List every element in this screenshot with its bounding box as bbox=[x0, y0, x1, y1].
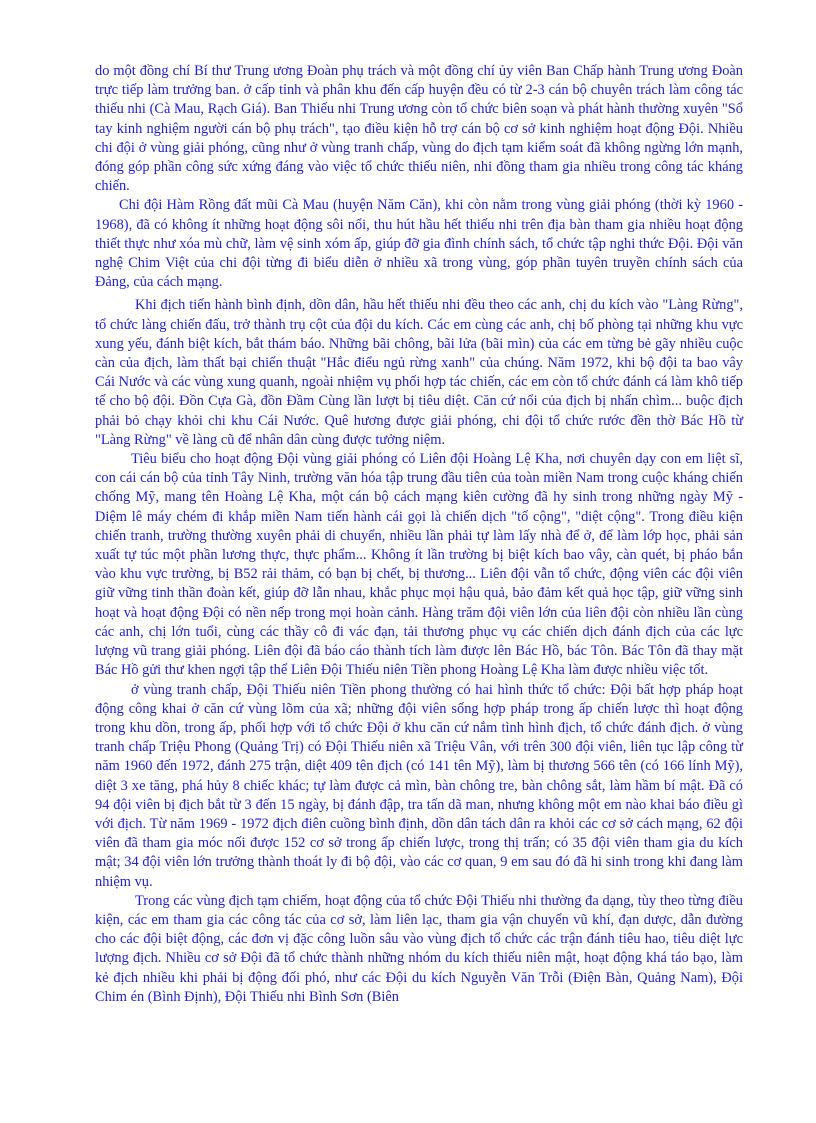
paragraph-2: Chi đội Hàm Rồng đất mũi Cà Mau (huyện Năm Căn), khi còn nằm trong vùng giải phóng (thời kỳ 1960 - 1968), đã có không ít những hoạt động sôi nổi, thu hút hầu hết thiếu nhi trên địa bàn tham gia nhiều hoạt động thiết thực như xóa mù chữ, làm vệ sinh xóm ấp, giúp đỡ gia đình chính sách, tổ chức tập nghi thức Đội. Đội văn nghệ Chim Việt của chi đội từng đi biểu diễn ở nhiều xã trong vùng, góp phần tuyên truyền chính sách của Đảng, của cách mạng. bbox=[95, 197, 743, 291]
paragraph-3: Khi địch tiến hành bình định, dồn dân, hầu hết thiếu nhi đều theo các anh, chị du kích vào "Làng Rừng", tổ chức làng chiến đấu, trở thành trụ cột của đội du kích. Các em cùng các anh, chị bố phòng tại những khu vực xung yếu, đánh biệt kích, bắt thám báo. Những bãi chông, bãi lửa (bãi mìn) của các em từng bẻ gãy nhiều cuộc càn của địch, làm thất bại chiến thuật "Hắc điểu ngủ rừng xanh" của chúng. Năm 1972, khi bộ đội ta bao vây Cái Nước và các vùng xung quanh, ngoài nhiệm vụ phối hợp tác chiến, các em còn tổ chức đánh cá làm khô tiếp tế cho bộ đội. Đồn Cựa Gà, đồn Đầm Cùng lần lượt bị tiêu diệt. Căn cứ nổi của địch bị nhấn chìm... buộc địch phải bỏ chạy khỏi chi khu Cái Nước. Quê hương được giải phóng, chi đội tổ chức rước đền thờ Bác Hồ từ "Làng Rừng" về làng cũ để nhân dân cùng được tưởng niệm. bbox=[95, 297, 743, 448]
paragraph-5: ở vùng tranh chấp, Đội Thiếu niên Tiền phong thường có hai hình thức tổ chức: Đội bất hợp pháp hoạt động công khai ở căn cứ vùng lõm của xã; những đội viên sống hợp pháp trong ấp chiến lược thì hoạt động trong khu dồn, trong ấp, phối hợp với tổ chức Đội ở khu căn cứ nắm tình hình địch, tổ chức đánh địch. ở vùng tranh chấp Triệu Phong (Quảng Trị) có Đội Thiếu niên xã Triệu Vân, với trên 300 đội viên, liên tục lập công từ năm 1960 đến 1972, đánh 275 trận, diệt 409 tên địch (có 141 tên Mỹ), làm bị thương 566 tên (có 166 lính Mỹ), diệt 3 xe tăng, phá hủy 8 chiếc khác; tự làm được cả mìn, bàn chông tre, bàn chông sắt, làm hầm bí mật. Đã có 94 đội viên bị địch bắt từ 3 đến 15 ngày, bị đánh đập, tra tấn dã man, nhưng không một em nào khai báo điều gì với địch. Từ năm 1969 - 1972 địch điên cuồng bình định, dồn dân tách dân ra khỏi các cơ sở cách mạng, 62 đội viên đã tham gia móc nối được 152 cơ sở trong ấp chiến lược, trong thị trấn; có 35 đội viên tham gia du kích mật; 34 đội viên lớn trưởng thành thoát ly đi bộ đội, vào các cơ quan, 9 em sau đó đã hi sinh trong khi đang làm nhiệm vụ. bbox=[95, 681, 743, 890]
paragraph-4: Tiêu biểu cho hoạt động Đội vùng giải phóng có Liên đội Hoàng Lệ Kha, nơi chuyên dạy con em liệt sĩ, con cái cán bộ của tỉnh Tây Ninh, trường văn hóa tập trung đầu tiên của toàn miền Nam trong cuộc kháng chiến chống Mỹ, mang tên Hoàng Lệ Kha, một cán bộ cách mạng kiên cường đã hy sinh trong những ngày Mỹ - Diệm lê máy chém đi khắp miền Nam tiến hành cái gọi là chiến dịch "tố cộng", "diệt cộng". Trong điều kiện chiến tranh, trường thường xuyên phải di chuyển, nhiều lần phải tự làm lấy nhà để ở, để làm lớp học, phải sản xuất tự túc một phần lương thực, thực phẩm... Không ít lần trường bị biệt kích bao vây, càn quét, bị pháo bắn vào khu vực trường, bị B52 rải thảm, có bạn bị chết, bị thương... Liên đội vẫn tổ chức, động viên các đội viên giữ vững tinh thần đoàn kết, giúp đỡ lẫn nhau, khắc phục mọi hậu quả, bảo đảm kết quả học tập, giữ vững sinh hoạt và hoạt động Đội có nền nếp trong mọi hoàn cảnh. Hàng trăm đội viên lớn của liên đội còn nhiều lần cùng các anh, chị lớn tuổi, cùng các thầy cô đi vác đạn, tải thương phục vụ các chiến dịch đánh địch của các lực lượng vũ trang giải phóng. Liên đội đã báo cáo thành tích làm được lên Bác Hồ, bác Tôn. Bác Tôn đã thay mặt Bác Hồ gửi thư khen ngợi tập thể Liên Đội Thiếu niên Tiền phong Hoàng Lệ Kha làm được nhiều việc tốt. bbox=[95, 451, 743, 679]
paragraph-1: do một đồng chí Bí thư Trung ương Đoàn phụ trách và một đồng chí ủy viên Ban Chấp hành Trung ương Đoàn trực tiếp làm trưởng ban. ở cấp tỉnh và phân khu đến cấp huyện đều có từ 2-3 cán bộ chuyên trách làm công tác thiếu nhi (Cà Mau, Rạch Giá). Ban Thiếu nhi Trung ương còn tổ chức biên soạn và phát hành thường xuyên "Sổ tay kinh nghiệm người cán bộ phụ trách", tạo điều kiện hỗ trợ cán bộ cơ sở kinh nghiệm hoạt động Đội. Nhiều chi đội ở vùng giải phóng, cũng như ở vùng tranh chấp, vùng do địch tạm kiểm soát đã không ngừng lớn mạnh, đóng góp phần công sức xứng đáng vào việc tổ chức thiếu niên, nhi đồng tham gia nhiều trong công tác kháng chiến. bbox=[95, 63, 743, 195]
paragraph-6: Trong các vùng địch tạm chiếm, hoạt động của tổ chức Đội Thiếu nhi thường đa dạng, tùy theo từng điều kiện, các em tham gia các công tác của cơ sở, làm liên lạc, tham gia vận chuyển vũ khí, đạn dược, dẫn đường cho các đội biệt động, các đơn vị đặc công luồn sâu vào vùng địch tổ chức các trận đánh tiêu hao, tiêu diệt lực lượng địch. Nhiều cơ sở Đội đã tổ chức thành những nhóm du kích thiếu niên mật, hoạt động khá táo bạo, làm kẻ địch nhiều khi phải bị động đối phó, như các Đội du kích Nguyễn Văn Trỗi (Điện Bàn, Quảng Nam), Đội Chim én (Bình Định), Đội Thiếu nhi Bình Sơn (Biên bbox=[95, 892, 743, 1005]
document-page bbox=[95, 62, 743, 1007]
